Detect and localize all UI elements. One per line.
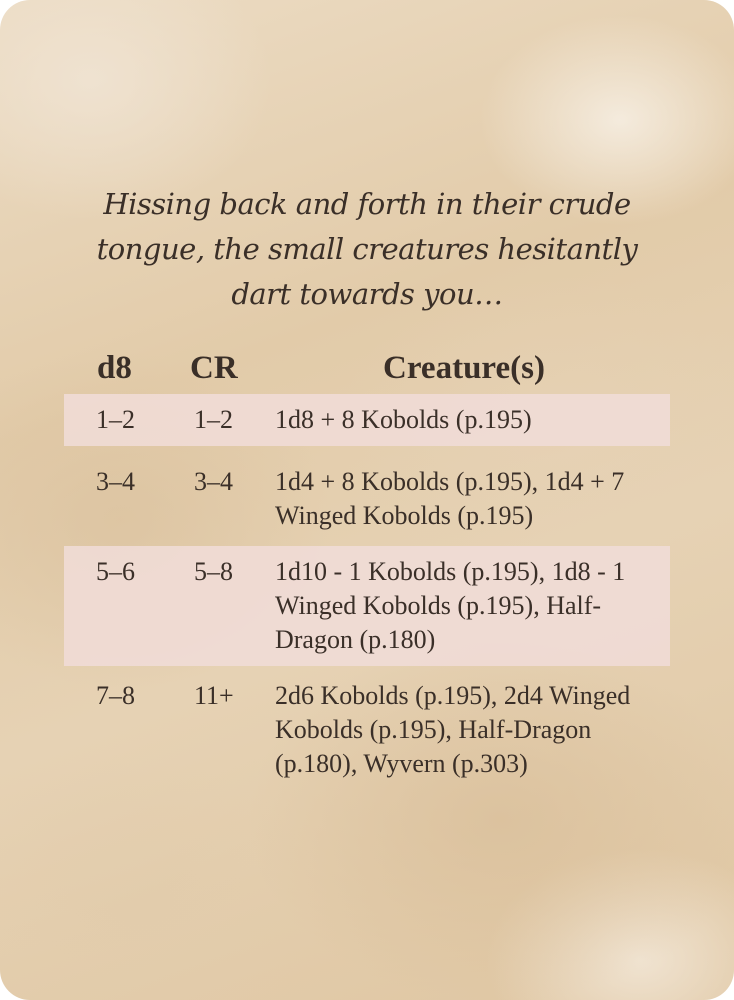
row-d8: 3–4 [96,467,135,496]
header-cr: CR [190,350,238,386]
row-cr: 11+ [194,681,234,710]
header-creatures: Creature(s) [383,350,545,386]
row-creatures: 2d6 Kobolds (p.195), 2d4 Winged Kobolds (p.195), Half-Dragon (p.180), Wyvern (p.303) [275,681,631,778]
row-creatures: 1d8 + 8 Kobolds (p.195) [275,405,532,434]
table-row [64,394,670,446]
row-d8: 5–6 [96,557,135,586]
row-d8: 1–2 [96,405,135,434]
flavor-text: Hissing back and forth in their crude tongue, the small creatures hesitantly dart towards you… [96,187,638,311]
row-cr: 5–8 [194,557,233,586]
row-cr: 1–2 [194,405,233,434]
table-header [64,348,670,394]
row-creatures: 1d10 - 1 Kobolds (p.195), 1d8 - 1 Winged Kobolds (p.195), Half-Dragon (p.180) [275,557,626,654]
table-row [64,670,670,790]
row-cr: 3–4 [194,467,233,496]
table-row [64,456,670,542]
row-creatures: 1d4 + 8 Kobolds (p.195), 1d4 + 7 Winged Kobolds (p.195) [275,467,625,530]
row-d8: 7–8 [96,681,135,710]
encounter-table [64,348,670,790]
table-row [64,546,670,666]
header-d8: d8 [97,350,132,386]
